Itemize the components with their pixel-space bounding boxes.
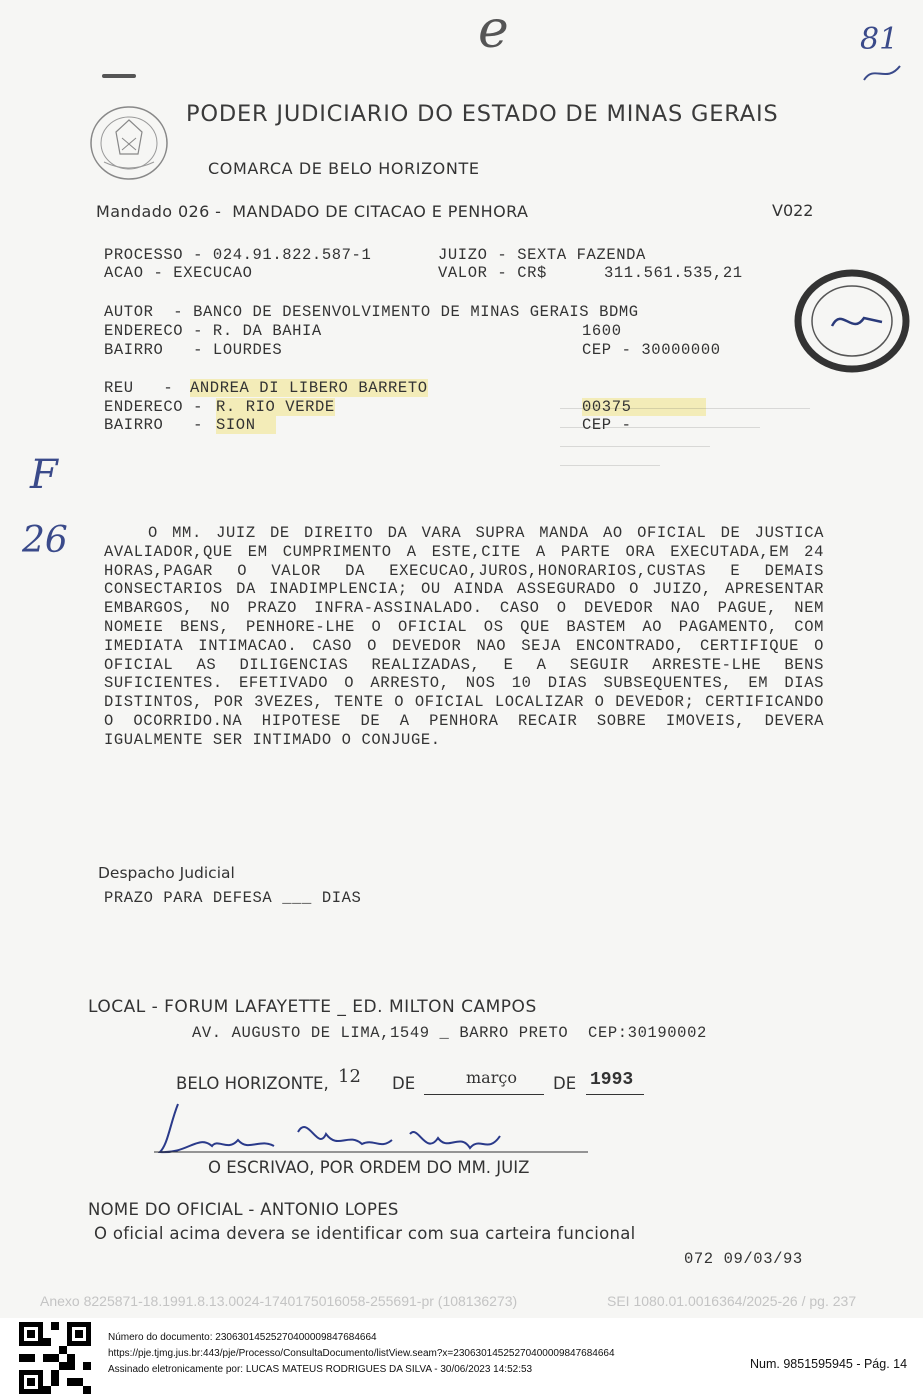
page-number-handwritten: 81 xyxy=(860,22,899,57)
mandate-code: V022 xyxy=(772,201,814,220)
date-city: BELO HORIZONTE, xyxy=(176,1074,329,1093)
reu-bairro: SION xyxy=(216,416,276,434)
margin-handwritten-number: 26 xyxy=(22,520,68,561)
form-code: 072 09/03/93 xyxy=(684,1250,803,1268)
local-line1: LOCAL - FORUM LAFAYETTE _ ED. MILTON CAMPOS xyxy=(88,997,537,1017)
reu-numero: 00375 xyxy=(582,398,706,416)
court-seal-icon xyxy=(86,102,172,184)
footer-page-num: Num. 9851595945 - Pág. 14 xyxy=(750,1357,908,1371)
reu-label: REU - xyxy=(104,379,174,397)
clerk-signature-icon xyxy=(148,1094,608,1166)
date-de1: DE xyxy=(392,1074,416,1093)
watermark-right: SEI 1080.01.0016364/2025-26 / pg. 237 xyxy=(607,1293,857,1309)
bleed-through xyxy=(560,398,810,498)
footer-signed: Assinado eletronicamente por: LUCAS MATEUS RODRIGUES DA SILVA - 30/06/2023 14:52:53 xyxy=(108,1364,533,1375)
page-number-underline xyxy=(860,58,910,88)
date-month: março xyxy=(466,1068,517,1087)
autor-cep: CEP - 30000000 xyxy=(582,341,721,359)
date-day: 12 xyxy=(338,1066,361,1087)
reu-endereco-label: ENDERECO - xyxy=(104,398,204,416)
court-title: PODER JUDICIARIO DO ESTADO DE MINAS GERAIS xyxy=(186,101,779,127)
autor-name: AUTOR - BANCO DE DESENVOLVIMENTO DE MINAS GERAIS BDMG xyxy=(104,303,639,321)
watermark-left: Anexo 8225871-18.1991.8.13.0024-1740175016058-255691-pr (108136273) xyxy=(40,1293,518,1309)
local-line2: AV. AUGUSTO DE LIMA,1549 _ BARRO PRETO CEP:30190002 xyxy=(192,1024,707,1042)
acao: ACAO - EXECUCAO xyxy=(104,264,253,282)
valor-label: VALOR - CR$ xyxy=(438,264,547,282)
footer-doc-number: Número do documento: 23063014525270400009847684664 xyxy=(108,1332,377,1343)
date-year: 1993 xyxy=(590,1070,634,1090)
officer-name: NOME DO OFICIAL - ANTONIO LOPES xyxy=(88,1200,399,1219)
reu-cep: CEP - xyxy=(582,416,632,434)
reu-name: ANDREA DI LIBERO BARRETO xyxy=(190,379,428,397)
despacho-title: Despacho Judicial xyxy=(98,864,235,882)
district-title: COMARCA DE BELO HORIZONTE xyxy=(208,159,480,178)
autor-endereco: ENDERECO - R. DA BAHIA xyxy=(104,322,322,340)
autor-bairro: BAIRRO - LOURDES xyxy=(104,341,283,359)
mandate-title: Mandado 026 - MANDADO DE CITACAO E PENHORA xyxy=(96,202,529,221)
prazo-defesa: PRAZO PARA DEFESA ___ DIAS xyxy=(104,889,362,907)
mandate-body: O MM. JUIZ DE DIREITO DA VARA SUPRA MANDA AO OFICIAL DE JUSTICA AVALIADOR,QUE EM CUMPRIMENTO A ESTE,CITE A PARTE ORA EXECUTADA,EM 24 HORAS,PAGAR O VALOR DA EXECUCAO,JUROS,HONORARIOS,CUSTAS E DEMAIS CONSECTARIOS DA INADIMPLENCIA; OU AINDA ASSEGURADO O JUIZO, APRESENTAR EMBARGOS, NO PRAZO INFRA-ASSINALADO. CASO O DEVEDOR NAO PAGUE, NEM NOMEIE BENS, PENHORE-LHE O OFICIAL OS QUE BASTEM AO PAGAMENTO, COM IMEDIATA INTIMACAO. CASO O DEVEDOR NAO SEJA ENCONTRADO, CERTIFIQUE O OFICIAL AS DILIGENCIAS REALIZADAS, E A SEGUIR ARRESTE-LHE BENS SUFICIENTES. EFETIVADO O ARRESTO, NOS 10 DIAS SUBSEQUENTES, EM DIAS DISTINTOS, POR 3VEZES, TENTE O OFICIAL LOCALIZAR O DEVEDOR; CERTIFICANDO O OCORRIDO.NA HIPOTESE DE A PENHORA RECAIR SOBRE IMOVEIS, DEVERA IGUALMENTE SER INTIMADO O CONJUGE. xyxy=(104,524,824,749)
clerk-title: O ESCRIVAO, POR ORDEM DO MM. JUIZ xyxy=(208,1158,530,1177)
reu-bairro-label: BAIRRO - xyxy=(104,416,204,434)
processo-number: PROCESSO - 024.91.822.587-1 xyxy=(104,246,372,264)
footer-url[interactable]: https://pje.tjmg.jus.br:443/pje/Processo/ConsultaDocumento/listView.seam?x=23063014525270400009847684664 xyxy=(108,1348,615,1359)
official-stamp-icon xyxy=(792,266,912,376)
punch-mark xyxy=(102,74,136,78)
valor-amount: 311.561.535,21 xyxy=(604,264,743,282)
juizo: JUIZO - SEXTA FAZENDA xyxy=(438,246,646,264)
date-de2: DE xyxy=(553,1074,577,1093)
reu-endereco: R. RIO VERDE xyxy=(216,398,335,416)
officer-note: O oficial acima devera se identificar com sua carteira funcional xyxy=(94,1224,636,1243)
top-handwritten-mark: e xyxy=(478,0,509,60)
qr-code-icon xyxy=(19,1322,91,1394)
autor-numero: 1600 xyxy=(582,322,622,340)
margin-handwritten-f: F xyxy=(30,452,58,498)
